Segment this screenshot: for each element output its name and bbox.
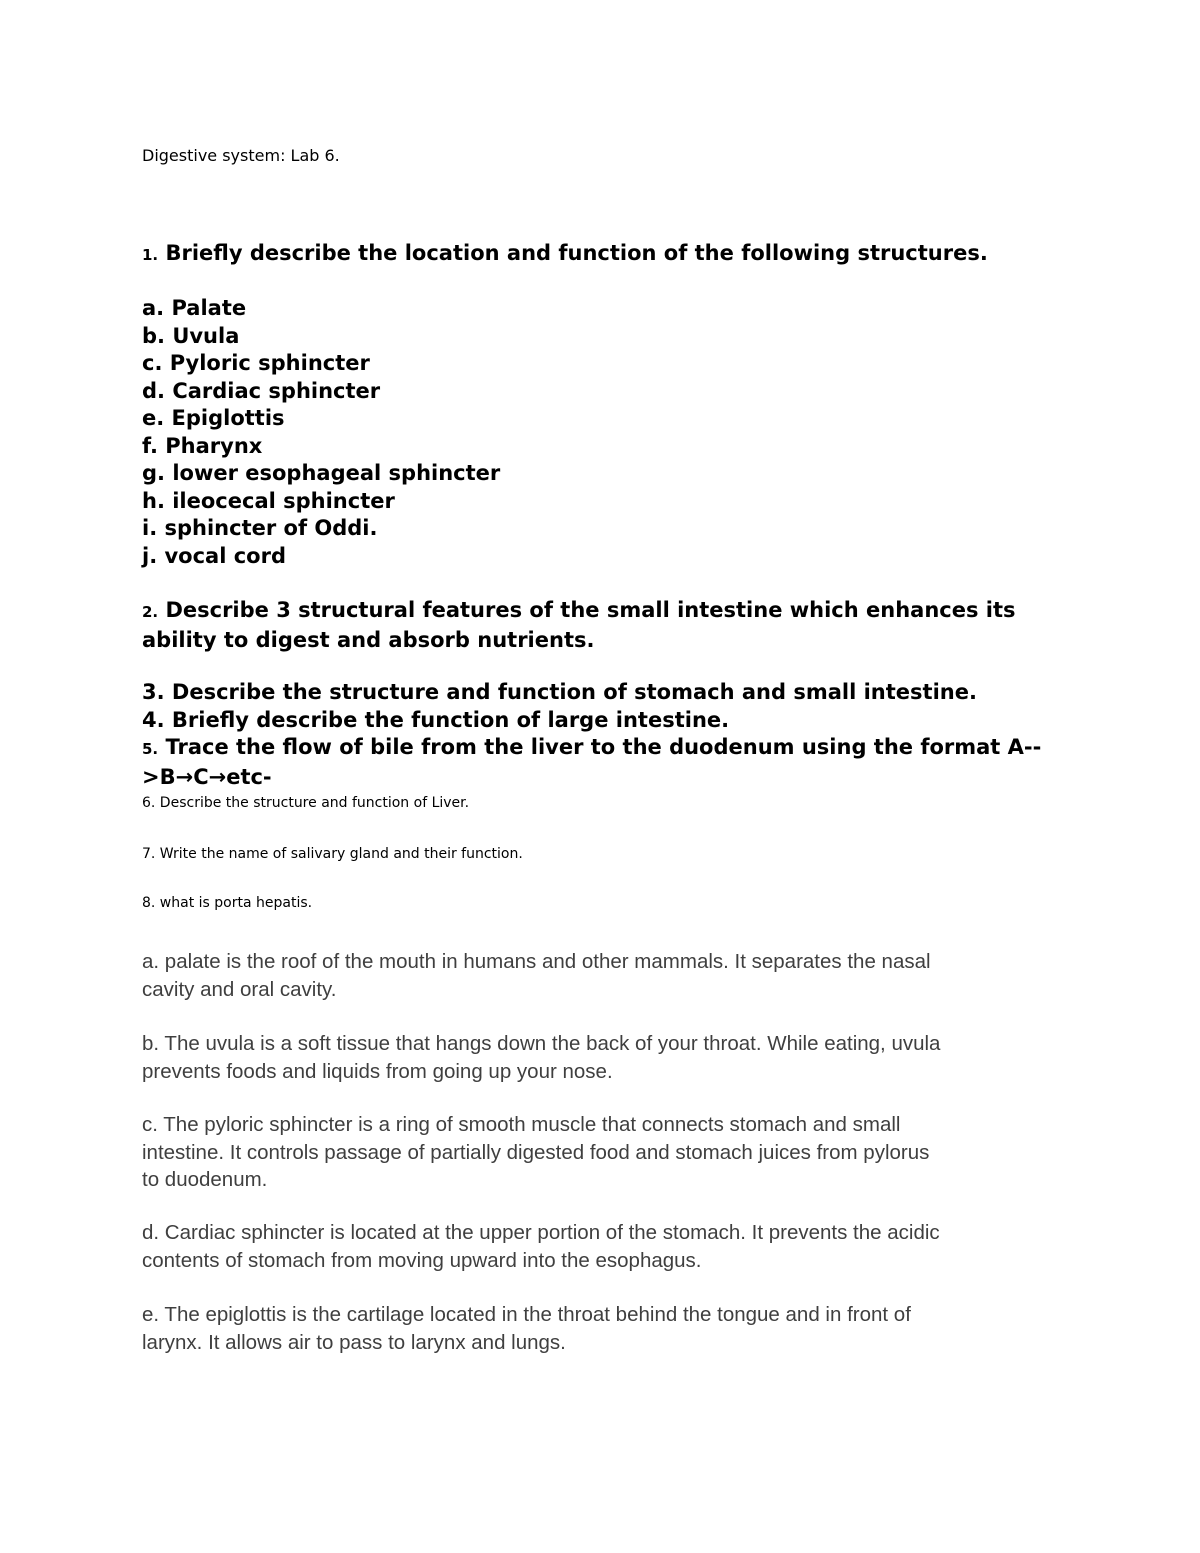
- question-6: 6. Describe the structure and function of Liver.: [142, 795, 470, 811]
- structure-item: j. vocal cord: [142, 543, 286, 568]
- answer-line: prevents foods and liquids from going up your nose.: [142, 1059, 613, 1083]
- question-3-to-5: [142, 679, 1062, 791]
- structure-item: a. Palate: [142, 296, 247, 320]
- structure-item: d. Cardiac sphincter: [142, 378, 381, 403]
- question-2: [142, 597, 1062, 654]
- page-title: Digestive system: Lab 6.: [142, 146, 340, 165]
- answer-line: d. Cardiac sphincter is located at the upper portion of the stomach. It prevents the acidic: [142, 1221, 940, 1244]
- question-2-text: Describe 3 structural features of the small intestine which enhances its: [158, 598, 1016, 622]
- question-2-number: 2.: [142, 603, 159, 621]
- question-5-text: Trace the flow of bile from the liver to the duodenum using the format A--: [158, 735, 1042, 759]
- question-5-line-2: >B→C→etc-: [142, 764, 272, 789]
- structure-item: e. Epiglottis: [142, 406, 285, 430]
- answer-line: intestine. It controls passage of partially digested food and stomach juices from pylorus: [142, 1140, 930, 1164]
- question-7: 7. Write the name of salivary gland and their function.: [142, 846, 523, 862]
- question-1: [142, 240, 1062, 270]
- structure-item: c. Pyloric sphincter: [142, 351, 370, 375]
- structure-item: b. Uvula: [142, 323, 240, 348]
- answer-line: to duodenum.: [142, 1168, 268, 1191]
- structure-list: [142, 295, 500, 570]
- structure-item: g. lower esophageal sphincter: [142, 461, 501, 485]
- answer-line: b. The uvula is a soft tissue that hangs down the back of your throat. While eating, uvula: [142, 1032, 941, 1055]
- structure-item: f. Pharynx: [142, 433, 263, 458]
- question-3: 3. Describe the structure and function of stomach and small intestine.: [142, 680, 977, 704]
- question-1-line: [142, 240, 1062, 270]
- answer-d: [142, 1219, 1072, 1274]
- answer-line: e. The epiglottis is the cartilage located in the throat behind the tongue and in front of: [142, 1303, 911, 1326]
- answer-e: [142, 1301, 1072, 1356]
- answer-b: [142, 1030, 1072, 1085]
- structure-item: i. sphincter of Oddi.: [142, 516, 378, 540]
- answer-line: c. The pyloric sphincter is a ring of smooth muscle that connects stomach and small: [142, 1113, 901, 1136]
- question-5-number: 5.: [142, 740, 159, 758]
- answer-line: contents of stomach from moving upward into the esophagus.: [142, 1248, 702, 1272]
- answer-line: a. palate is the roof of the mouth in humans and other mammals. It separates the nasal: [142, 950, 931, 973]
- question-2-line-1: [142, 597, 1062, 627]
- structure-item: h. ileocecal sphincter: [142, 488, 395, 513]
- question-4: 4. Briefly describe the function of large intestine.: [142, 707, 730, 732]
- question-1-text: Briefly describe the location and function of the following structures.: [158, 241, 988, 265]
- answer-line: larynx. It allows air to pass to larynx and lungs.: [142, 1330, 566, 1354]
- answer-c: [142, 1111, 1072, 1194]
- question-5-line-1: [142, 734, 1062, 764]
- question-1-number: 1.: [142, 246, 159, 264]
- answer-a: [142, 948, 1072, 1003]
- answer-line: cavity and oral cavity.: [142, 977, 337, 1001]
- question-2-line-2: ability to digest and absorb nutrients.: [142, 627, 595, 652]
- question-8: 8. what is porta hepatis.: [142, 895, 313, 911]
